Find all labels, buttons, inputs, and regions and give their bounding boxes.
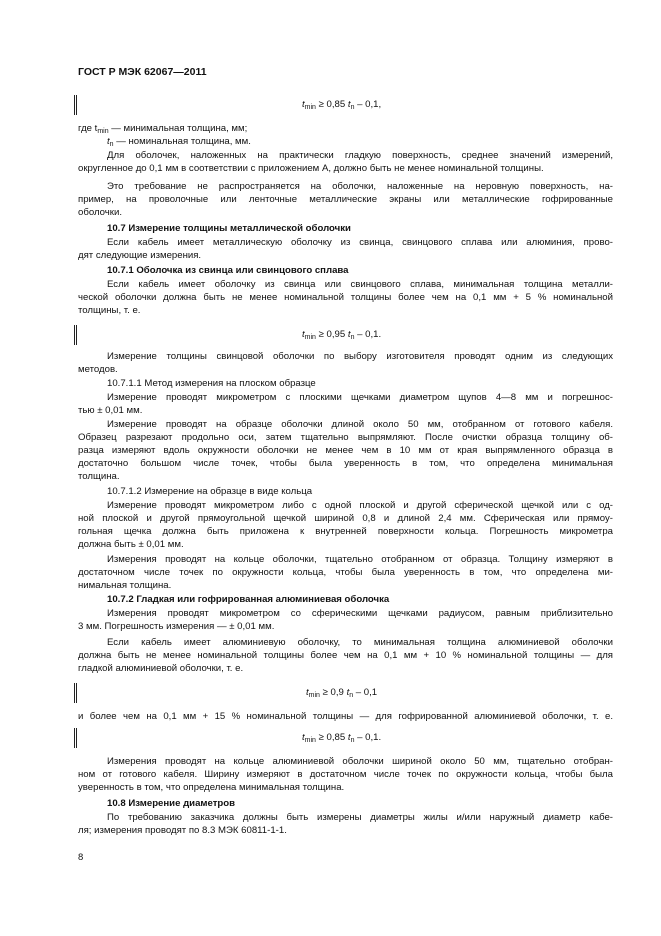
paragraph-line: Измерение проводят микрометром либо с одной плоской и другой сферической щечкой или с од- — [107, 500, 613, 511]
paragraph-line: Измерения проводят на кольце алюминиевой оболочки шириной около 50 мм, тщательно отобран- — [107, 756, 613, 767]
paragraph-line: Если кабель имеет металлическую оболочку из свинца, свинцового сплава или алюминия, прово- — [107, 237, 613, 248]
paragraph-line: 3 мм. Погрешность измерения — ± 0,01 мм. — [78, 621, 275, 632]
paragraph-line: Это требование не распространяется на оболочки, наложенные на неровную поверхность, на- — [107, 181, 613, 192]
paragraph-line: толщина. — [78, 471, 120, 482]
paragraph-line: достаточном числе точек по окружности кольца, чтобы была уверенность в том, что определена ми- — [78, 567, 613, 578]
page-number: 8 — [78, 852, 84, 863]
paragraph-line: округленное до 0,1 мм в соответствии с приложением А, должно быть не менее номинальной толщины. — [78, 163, 544, 174]
paragraph-line: гладкой алюминиевой оболочки, т. е. — [78, 663, 244, 674]
section-heading-10-8: 10.8 Измерение диаметров — [107, 798, 236, 809]
paragraph-line: Для оболочек, наложенных на практически гладкую поверхность, среднее значений измерений, — [107, 150, 613, 161]
section-heading-10-7-2: 10.7.2 Гладкая или гофрированная алюминиевая оболочка — [107, 594, 390, 605]
paragraph-line: Если кабель имеет оболочку из свинца или свинцового сплава, минимальная толщина металли- — [107, 279, 613, 290]
paragraph-line: Измерение проводят микрометром с плоскими щечками диаметром щупов 4—8 мм и погрешнос- — [107, 392, 613, 403]
formula-4: $t_{min} \ge 0,85$ $t_n - 0,1$. — [302, 732, 382, 744]
paragraph-line: дят следующие измерения. — [78, 250, 202, 261]
paragraph-line: должна быть ± 0,01 мм. — [78, 539, 184, 550]
paragraph-line: Измерение толщины свинцовой оболочки по выбору изготовителя проводят одним из следующих — [107, 351, 613, 362]
margin-change-bar — [74, 728, 77, 748]
section-heading-10-7-1-2: 10.7.1.2 Измерение на образце в виде кольца — [107, 486, 313, 497]
paragraph-line: Измерения проводят микрометром со сферическими щечками радиусом, равным приблизительно — [107, 608, 613, 619]
paragraph-line: Образец разрезают продольно оси, затем тщательно выпрямляют. После очистки образца толщину об- — [78, 432, 613, 443]
paragraph-line: методов. — [78, 364, 118, 375]
section-heading-10-7: 10.7 Измерение толщины металлической оболочки — [107, 223, 351, 234]
paragraph-line: ной плоской и другой прямоугольной щечкой шириной 0,8 и длиной 2,4 мм. Сферическая или прямоу- — [78, 513, 613, 524]
margin-change-bar — [74, 683, 77, 703]
paragraph-line: достаточно большом числе точек, чтобы была уверенность в том, что определена минимальная — [78, 458, 613, 469]
paragraph-line: оболочки. — [78, 207, 123, 218]
paragraph-line: уверенность в том, что определена минимальная толщина. — [78, 782, 345, 793]
paragraph-line: разца измеряют вдоль окружности оболочки не менее чем в 10 мм от края выпрямленного образца в — [78, 445, 613, 456]
formula-2: $t_{min} \ge 0,95$ $t_n - 0,1$. — [302, 329, 382, 341]
paragraph-line: ческой оболочки должна быть не менее номинальной толщины более чем на 0,1 мм + 5 % номинальной — [78, 292, 613, 303]
paragraph-line: ном от готового кабеля. Ширину измеряют в достаточном числе точек по окружности кольца, чтобы была — [78, 769, 613, 780]
paragraph-line: нимальная толщина. — [78, 580, 172, 591]
paragraph-line: должна быть не менее номинальной толщины более чем на 0,1 мм + 10 % номинальной толщины — для — [78, 650, 613, 661]
section-heading-10-7-1: 10.7.1 Оболочка из свинца или свинцового сплава — [107, 265, 349, 276]
formula-1: $t_{min} \ge 0,85$ $t_n - 0,1$, — [302, 99, 382, 111]
paragraph-line: и более чем на 0,1 мм + 15 % номинальной толщины — для гофрированной алюминиевой оболочки, т. е. — [78, 711, 613, 722]
paragraph-line: гольная щечка должна быть приложена к внутренней поверхности кольца. Погрешность микрометра — [78, 526, 613, 537]
paragraph-line: тью ± 0,01 мм. — [78, 405, 143, 416]
paragraph-line: пример, на проволочные или ленточные металлические экраны или металлические гофрированные — [78, 194, 613, 205]
page-header: ГОСТ Р МЭК 62067—2011 — [78, 66, 207, 78]
paragraph-line: Измерения проводят на кольце оболочки, тщательно отобранном от образца. Толщину измеряют в — [107, 554, 613, 565]
paragraph-line: По требованию заказчика должны быть измерены диаметры жилы и/или наружный диаметр кабе- — [107, 812, 613, 823]
margin-change-bar — [74, 325, 77, 345]
section-heading-10-7-1-1: 10.7.1.1 Метод измерения на плоском образце — [107, 378, 316, 389]
paragraph-line: Измерение проводят на образце оболочки длиной около 50 мм, отобранном от готового кабеля. — [107, 419, 613, 430]
margin-change-bar — [74, 95, 77, 115]
paragraph-line: ля; измерения проводят по 8.3 МЭК 60811-1-1. — [78, 825, 287, 836]
formula-3: $t_{min} \ge 0,9$ $t_n - 0,1$ — [306, 687, 378, 699]
legend-tn: $t_n$ — номинальная толщина, мм. — [107, 136, 251, 148]
paragraph-line: толщины, т. е. — [78, 305, 141, 316]
paragraph-line: Если кабель имеет алюминиевую оболочку, то минимальная толщина алюминиевой оболочки — [107, 637, 613, 648]
legend-tmin: где $t_{min}$ — минимальная толщина, мм; — [78, 123, 248, 135]
